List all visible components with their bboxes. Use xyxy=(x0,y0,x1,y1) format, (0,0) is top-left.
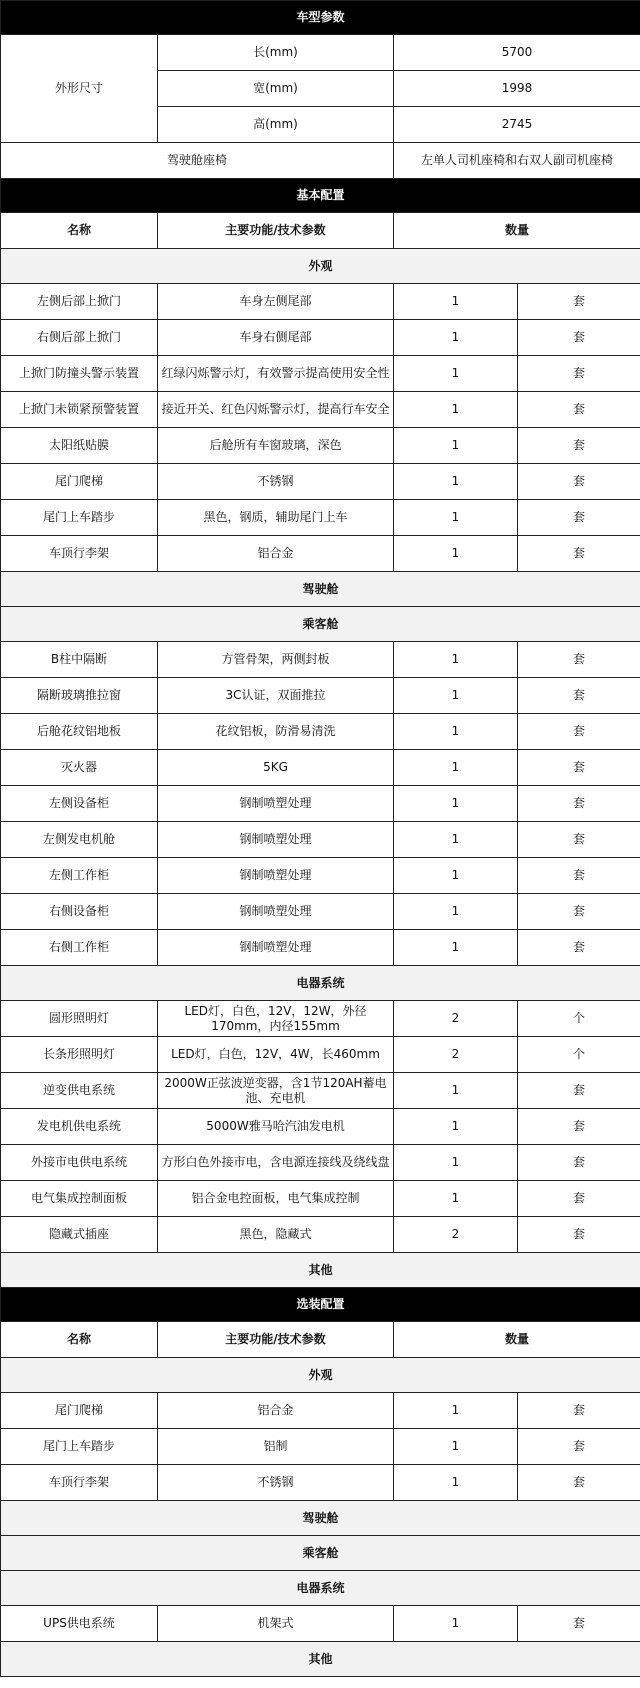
item-name: 尾门上车踏步 xyxy=(1,1429,158,1465)
item-qty: 1 xyxy=(394,894,518,930)
item-qty: 1 xyxy=(394,1465,518,1501)
item-qty: 1 xyxy=(394,642,518,678)
item-name: 长条形照明灯 xyxy=(1,1037,158,1073)
item-name: 尾门上车踏步 xyxy=(1,500,158,536)
item-name: 尾门爬梯 xyxy=(1,464,158,500)
item-name: 上掀门未锁紧预警装置 xyxy=(1,392,158,428)
item-name: 外接市电供电系统 xyxy=(1,1145,158,1181)
item-name: 发电机供电系统 xyxy=(1,1109,158,1145)
table-row xyxy=(1,1001,640,1037)
item-spec: 后舱所有车窗玻璃，深色 xyxy=(158,428,394,464)
section-title: 驾驶舱 xyxy=(1,1501,640,1536)
item-name: 左侧工作柜 xyxy=(1,858,158,894)
config-title: 选装配置 xyxy=(1,1288,640,1322)
item-unit: 套 xyxy=(518,356,640,392)
table-row xyxy=(1,536,640,572)
dimension-label: 外形尺寸 xyxy=(1,35,158,143)
item-unit: 套 xyxy=(518,320,640,356)
item-qty: 1 xyxy=(394,714,518,750)
item-unit: 套 xyxy=(518,750,640,786)
item-qty: 1 xyxy=(394,1429,518,1465)
table-row xyxy=(1,822,640,858)
item-qty: 1 xyxy=(394,858,518,894)
item-name: 右侧后部上掀门 xyxy=(1,320,158,356)
section-title: 其他 xyxy=(1,1642,640,1677)
item-unit: 个 xyxy=(518,1001,640,1037)
table-header-row xyxy=(1,213,640,249)
item-unit: 套 xyxy=(518,1217,640,1253)
item-qty: 1 xyxy=(394,464,518,500)
item-spec: 铝合金 xyxy=(158,1393,394,1429)
vehicle-params-title: 车型参数 xyxy=(1,1,640,35)
item-name: 左侧后部上掀门 xyxy=(1,284,158,320)
item-name: 右侧设备柜 xyxy=(1,894,158,930)
item-unit: 套 xyxy=(518,1181,640,1217)
section-title: 电器系统 xyxy=(1,1571,640,1606)
item-unit: 套 xyxy=(518,1109,640,1145)
item-spec: LED灯，白色，12V，12W，外径170mm，内径155mm xyxy=(158,1001,394,1037)
section-row xyxy=(1,1536,640,1571)
section-title: 电器系统 xyxy=(1,966,640,1001)
item-name: 左侧设备柜 xyxy=(1,786,158,822)
table-row xyxy=(1,1145,640,1181)
item-name: 车顶行李架 xyxy=(1,536,158,572)
item-spec: 红绿闪烁警示灯，有效警示提高使用安全性 xyxy=(158,356,394,392)
item-qty: 1 xyxy=(394,1181,518,1217)
item-unit: 套 xyxy=(518,392,640,428)
item-unit: 套 xyxy=(518,1073,640,1109)
section-row xyxy=(1,1571,640,1606)
item-spec: 5KG xyxy=(158,750,394,786)
section-row xyxy=(1,1358,640,1393)
table-row xyxy=(1,894,640,930)
table-row xyxy=(1,1393,640,1429)
item-name: 隔断玻璃推拉窗 xyxy=(1,678,158,714)
config-banner-row xyxy=(1,1288,640,1322)
section-title: 外观 xyxy=(1,1358,640,1393)
section-row xyxy=(1,249,640,284)
item-unit: 套 xyxy=(518,822,640,858)
table-row xyxy=(1,858,640,894)
item-name: 车顶行李架 xyxy=(1,1465,158,1501)
item-spec: 3C认证，双面推拉 xyxy=(158,678,394,714)
seat-row xyxy=(1,143,640,179)
item-qty: 2 xyxy=(394,1217,518,1253)
item-name: 后舱花纹铝地板 xyxy=(1,714,158,750)
item-qty: 1 xyxy=(394,284,518,320)
item-qty: 1 xyxy=(394,536,518,572)
item-name: 电气集成控制面板 xyxy=(1,1181,158,1217)
table-row xyxy=(1,428,640,464)
table-row xyxy=(1,1037,640,1073)
table-row xyxy=(1,1181,640,1217)
table-row xyxy=(1,320,640,356)
section-title: 乘客舱 xyxy=(1,607,640,642)
dim-width-label: 宽(mm) xyxy=(158,71,394,107)
section-row xyxy=(1,966,640,1001)
item-qty: 1 xyxy=(394,1073,518,1109)
dim-height-label: 高(mm) xyxy=(158,107,394,143)
item-unit: 套 xyxy=(518,428,640,464)
basic-config xyxy=(1,179,640,1288)
table-row xyxy=(1,1429,640,1465)
item-spec: 5000W雅马哈汽油发电机 xyxy=(158,1109,394,1145)
item-qty: 1 xyxy=(394,320,518,356)
table-row xyxy=(1,678,640,714)
item-spec: 车身左侧尾部 xyxy=(158,284,394,320)
column-header-qty: 数量 xyxy=(394,1322,640,1358)
item-qty: 1 xyxy=(394,500,518,536)
section-row xyxy=(1,607,640,642)
table-row xyxy=(1,930,640,966)
dim-length-value: 5700 xyxy=(394,35,640,71)
column-header-spec: 主要功能/技术参数 xyxy=(158,213,394,249)
table-row xyxy=(1,786,640,822)
item-spec: 铝制 xyxy=(158,1429,394,1465)
dim-width-value: 1998 xyxy=(394,71,640,107)
table-row xyxy=(1,284,640,320)
item-unit: 套 xyxy=(518,714,640,750)
item-unit: 套 xyxy=(518,1606,640,1642)
seat-label: 驾驶舱座椅 xyxy=(1,143,394,179)
item-unit: 个 xyxy=(518,1037,640,1073)
table-row xyxy=(1,1073,640,1109)
column-header-qty: 数量 xyxy=(394,213,640,249)
table-row xyxy=(1,642,640,678)
item-spec: 不锈钢 xyxy=(158,464,394,500)
item-qty: 1 xyxy=(394,750,518,786)
item-unit: 套 xyxy=(518,1145,640,1181)
item-unit: 套 xyxy=(518,1393,640,1429)
item-name: UPS供电系统 xyxy=(1,1606,158,1642)
item-unit: 套 xyxy=(518,642,640,678)
item-name: 隐藏式插座 xyxy=(1,1217,158,1253)
item-name: 圆形照明灯 xyxy=(1,1001,158,1037)
table-row xyxy=(1,1606,640,1642)
table-row xyxy=(1,392,640,428)
dim-height-value: 2745 xyxy=(394,107,640,143)
item-qty: 1 xyxy=(394,822,518,858)
item-unit: 套 xyxy=(518,930,640,966)
item-qty: 1 xyxy=(394,1393,518,1429)
item-qty: 1 xyxy=(394,930,518,966)
table-row xyxy=(1,1465,640,1501)
item-qty: 1 xyxy=(394,392,518,428)
item-spec: 钢制喷塑处理 xyxy=(158,786,394,822)
optional-config xyxy=(1,1288,640,1677)
section-row xyxy=(1,1253,640,1288)
table-row xyxy=(1,356,640,392)
item-name: 尾门爬梯 xyxy=(1,1393,158,1429)
item-unit: 套 xyxy=(518,1465,640,1501)
item-spec: 花纹铝板，防滑易清洗 xyxy=(158,714,394,750)
item-spec: 不锈钢 xyxy=(158,1465,394,1501)
item-qty: 2 xyxy=(394,1037,518,1073)
item-spec: 黑色，钢质，辅助尾门上车 xyxy=(158,500,394,536)
item-unit: 套 xyxy=(518,678,640,714)
item-unit: 套 xyxy=(518,536,640,572)
item-spec: LED灯，白色，12V，4W，长460mm xyxy=(158,1037,394,1073)
item-spec: 2000W正弦波逆变器，含1节120AH蓄电池、充电机 xyxy=(158,1073,394,1109)
section-row xyxy=(1,572,640,607)
item-unit: 套 xyxy=(518,858,640,894)
table-header-row xyxy=(1,1322,640,1358)
config-title: 基本配置 xyxy=(1,179,640,213)
table-row xyxy=(1,1217,640,1253)
item-spec: 铝合金电控面板，电气集成控制 xyxy=(158,1181,394,1217)
item-spec: 铝合金 xyxy=(158,536,394,572)
vehicle-params-banner-row xyxy=(1,1,640,35)
section-title: 其他 xyxy=(1,1253,640,1288)
item-qty: 1 xyxy=(394,1109,518,1145)
item-unit: 套 xyxy=(518,500,640,536)
column-header-name: 名称 xyxy=(1,1322,158,1358)
item-unit: 套 xyxy=(518,894,640,930)
table-row xyxy=(1,750,640,786)
item-spec: 黑色，隐藏式 xyxy=(158,1217,394,1253)
item-spec: 车身右侧尾部 xyxy=(158,320,394,356)
item-unit: 套 xyxy=(518,1429,640,1465)
dimension-row xyxy=(1,35,640,71)
item-qty: 1 xyxy=(394,678,518,714)
column-header-spec: 主要功能/技术参数 xyxy=(158,1322,394,1358)
item-spec: 机架式 xyxy=(158,1606,394,1642)
item-qty: 2 xyxy=(394,1001,518,1037)
item-spec: 钢制喷塑处理 xyxy=(158,822,394,858)
item-name: 太阳纸贴膜 xyxy=(1,428,158,464)
item-spec: 钢制喷塑处理 xyxy=(158,894,394,930)
item-name: 右侧工作柜 xyxy=(1,930,158,966)
section-title: 驾驶舱 xyxy=(1,572,640,607)
seat-value: 左单人司机座椅和右双人副司机座椅 xyxy=(394,143,640,179)
item-qty: 1 xyxy=(394,1145,518,1181)
item-unit: 套 xyxy=(518,284,640,320)
section-row xyxy=(1,1642,640,1677)
item-qty: 1 xyxy=(394,428,518,464)
item-name: 灭火器 xyxy=(1,750,158,786)
dim-length-label: 长(mm) xyxy=(158,35,394,71)
item-name: 左侧发电机舱 xyxy=(1,822,158,858)
item-spec: 方管骨架，两侧封板 xyxy=(158,642,394,678)
item-unit: 套 xyxy=(518,786,640,822)
table-row xyxy=(1,464,640,500)
item-name: B柱中隔断 xyxy=(1,642,158,678)
item-unit: 套 xyxy=(518,464,640,500)
item-name: 逆变供电系统 xyxy=(1,1073,158,1109)
item-qty: 1 xyxy=(394,356,518,392)
item-qty: 1 xyxy=(394,1606,518,1642)
column-header-name: 名称 xyxy=(1,213,158,249)
table-row xyxy=(1,500,640,536)
item-spec: 钢制喷塑处理 xyxy=(158,930,394,966)
section-title: 外观 xyxy=(1,249,640,284)
config-banner-row xyxy=(1,179,640,213)
section-title: 乘客舱 xyxy=(1,1536,640,1571)
item-qty: 1 xyxy=(394,786,518,822)
item-spec: 方形白色外接市电，含电源连接线及绕线盘 xyxy=(158,1145,394,1181)
table-row xyxy=(1,1109,640,1145)
section-row xyxy=(1,1501,640,1536)
item-spec: 接近开关、红色闪烁警示灯，提高行车安全 xyxy=(158,392,394,428)
item-name: 上掀门防撞头警示装置 xyxy=(1,356,158,392)
table-row xyxy=(1,714,640,750)
item-spec: 钢制喷塑处理 xyxy=(158,858,394,894)
